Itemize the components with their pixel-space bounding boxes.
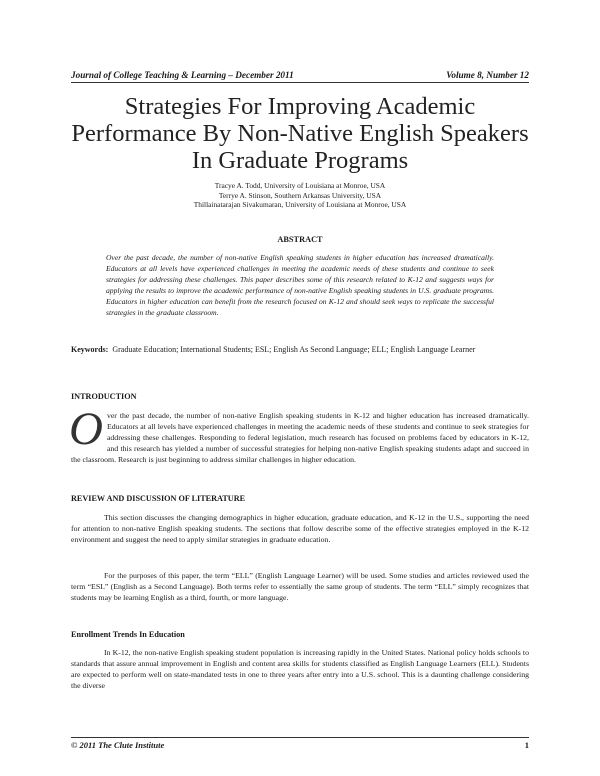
drop-cap: O xyxy=(69,403,103,455)
header-divider xyxy=(71,82,529,83)
keywords-text: Graduate Education; International Students; ESL; English As Second Language; ELL; English Language Learner xyxy=(112,345,476,354)
section-heading-review: REVIEW AND DISCUSSION OF LITERATURE xyxy=(71,494,246,503)
enrollment-paragraph-1: In K-12, the non-native English speaking student population is increasing rapidly in the United States. National policy holds schools to standards that assure annual improvement in English and content area skills for students classified as English Language Learners (ELL). Students are expected to perform well on state-mandated tests in one to three years after entry into a U.S. school. This is a daunting challenge considering the diverse xyxy=(71,648,529,691)
section-heading-enrollment: Enrollment Trends In Education xyxy=(71,630,185,639)
section-heading-introduction: INTRODUCTION xyxy=(71,392,137,401)
keywords xyxy=(71,344,529,355)
running-header xyxy=(71,70,529,80)
review-paragraph-2: For the purposes of this paper, the term “ELL” (English Language Learner) will be used. Some studies and articles reviewed used the term “ESL” (English as a Second Language). Both terms refer to essentially the same group of students. The term “ELL” simply recognizes that students may be learning English as a third, fourth, or more language. xyxy=(71,571,529,603)
author-list xyxy=(71,181,529,210)
footer-divider xyxy=(71,737,529,738)
author-line: Thillainatarajan Sivakumaran, University of Louisiana at Monroe, USA xyxy=(193,200,407,210)
abstract-heading: ABSTRACT xyxy=(277,235,323,244)
journal-name: Journal of College Teaching & Learning – December 2011 xyxy=(71,70,294,80)
page-number: 1 xyxy=(524,740,529,750)
page-footer xyxy=(71,740,529,750)
introduction-text: ver the past decade, the number of non-native English speaking students in K-12 and higher education has increased dramatically. Educators at all levels have experienced challenges in meeting the academic needs of these students and continue to seek strategies for addressing these challenges. Responding to federal legislation, much research has focused on problems faced by educators in K-12, and this research has yielded a number of successful strategies for helping non-native English speaking students adapt and succeed in the classroom. Research is just beginning to address similar challenges in higher education. xyxy=(71,411,529,465)
author-line: Tracye A. Todd, University of Louisiana at Monroe, USA xyxy=(214,181,386,190)
abstract-text: Over the past decade, the number of non-native English speaking students in higher education has increased dramatically. Educators at all levels have experienced challenges in meeting the academic needs of these students and continue to seek strategies for addressing these challenges. This paper describes some of this research related to K-12 and suggests ways for applying the results to improve the academic performance of non-native English speaking students in U.S. graduate programs. Educators in higher education can benefit from the research focused on K-12 and should seek ways to replicate the successful strategies in the graduate classroom. xyxy=(106,253,494,318)
paper-title: Strategies For Improving Academic Performance By Non-Native English Speakers In Graduate Programs xyxy=(71,93,529,174)
volume-number: Volume 8, Number 12 xyxy=(446,70,529,80)
copyright-notice: © 2011 The Clute Institute xyxy=(71,740,165,750)
review-paragraph-1: This section discusses the changing demographics in higher education, graduate education, and K-12 in the U.S., supporting the need for attention to non-native English speaking students. The sections that follow describe some of the effective strategies employed in the K-12 environment and suggest the need to apply similar strategies in graduate education. xyxy=(71,513,529,545)
author-line: Terrye A. Stinson, Southern Arkansas University, USA xyxy=(218,190,382,200)
keywords-label: Keywords: xyxy=(71,345,109,354)
introduction-paragraph xyxy=(69,403,529,465)
